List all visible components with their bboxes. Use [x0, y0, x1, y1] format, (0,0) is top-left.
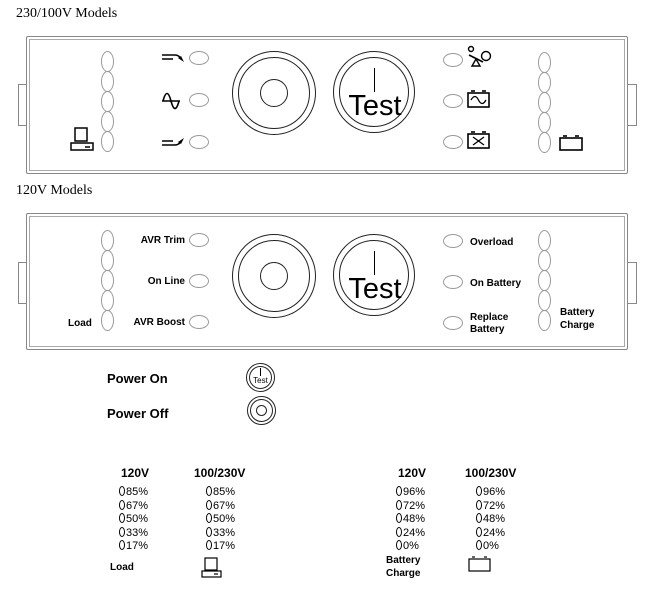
power-line-symbol	[374, 251, 375, 275]
replace-battery-led	[443, 316, 463, 330]
load-led	[101, 310, 114, 331]
led-symbol-icon	[206, 500, 212, 510]
section-title-230-100: 230/100V Models	[16, 6, 118, 21]
overload-icon	[467, 45, 493, 69]
replace-battery-icon	[467, 130, 491, 150]
battery-sine-led	[443, 94, 463, 108]
power-off-button[interactable]	[232, 234, 316, 318]
battery-led	[538, 112, 551, 133]
boost-led	[189, 135, 209, 149]
battery-footer-label-1: Battery	[386, 555, 421, 566]
avr-trim-led	[189, 233, 209, 247]
power-line-symbol	[374, 68, 375, 92]
test-small-label: Test	[253, 376, 268, 385]
avr-trim-label: AVR Trim	[140, 235, 185, 246]
sine-wave-online-icon	[161, 90, 181, 112]
list-item: 67%	[119, 500, 148, 514]
load-led	[101, 250, 114, 271]
computer-icon	[70, 127, 94, 153]
power-on-symbol	[246, 363, 275, 392]
battery-led	[538, 270, 551, 291]
replace-battery-label: Replace Battery	[470, 312, 509, 335]
overload-led	[443, 234, 463, 248]
computer-icon	[201, 557, 223, 579]
battery-list-120	[396, 486, 425, 554]
power-symbol-center	[256, 405, 267, 416]
list-item: 17%	[119, 540, 148, 554]
battery-icon	[559, 134, 585, 152]
led-symbol-icon	[119, 540, 125, 550]
battery-icon	[468, 555, 492, 573]
led-symbol-icon	[396, 486, 402, 496]
test-label: Test	[348, 273, 402, 305]
power-knob-center	[260, 79, 288, 107]
battery-charge-label-2: Charge	[560, 320, 595, 331]
battery-led	[538, 92, 551, 113]
list-item: 85%	[206, 486, 235, 500]
test-power-on-button[interactable]	[333, 234, 415, 316]
power-knob-center	[260, 262, 288, 290]
list-item: 33%	[119, 527, 148, 541]
battery-header-230: 100/230V	[465, 466, 517, 480]
battery-led	[538, 310, 551, 331]
list-item: 96%	[476, 486, 505, 500]
online-led	[189, 93, 209, 107]
list-item: 24%	[476, 527, 505, 541]
led-symbol-icon	[396, 500, 402, 510]
list-item: 72%	[396, 500, 425, 514]
front-panel-230-100	[26, 36, 628, 174]
on-battery-led	[443, 275, 463, 289]
section-title-120: 120V Models	[16, 183, 93, 198]
led-symbol-icon	[119, 527, 125, 537]
load-led	[101, 71, 114, 92]
on-battery-arrow-led	[189, 51, 209, 65]
led-symbol-icon	[396, 540, 402, 550]
test-label: Test	[348, 90, 402, 122]
led-symbol-icon	[476, 486, 482, 496]
load-led	[101, 270, 114, 291]
list-item: 33%	[206, 527, 235, 541]
list-item: 24%	[396, 527, 425, 541]
load-header-230: 100/230V	[194, 466, 246, 480]
led-symbol-icon	[206, 486, 212, 496]
led-symbol-icon	[476, 527, 482, 537]
battery-led	[538, 250, 551, 271]
avr-boost-led	[189, 315, 209, 329]
load-led	[101, 111, 114, 132]
test-power-on-button[interactable]	[333, 51, 415, 133]
overload-label: Overload	[470, 237, 514, 248]
led-symbol-icon	[396, 527, 402, 537]
online-led	[189, 274, 209, 288]
battery-list-230	[476, 486, 505, 554]
list-item: 50%	[119, 513, 148, 527]
led-symbol-icon	[119, 513, 125, 523]
led-symbol-icon	[476, 540, 482, 550]
battery-led	[538, 230, 551, 251]
led-symbol-icon	[476, 500, 482, 510]
online-label: On Line	[147, 276, 185, 287]
battery-header-120: 120V	[398, 466, 427, 480]
overload-led	[443, 53, 463, 67]
load-list-230	[206, 486, 235, 554]
power-line-symbol	[260, 368, 261, 376]
list-item: 67%	[206, 500, 235, 514]
power-on-label: Power On	[107, 371, 168, 386]
load-list-120	[119, 486, 148, 554]
list-item: 50%	[206, 513, 235, 527]
battery-led	[538, 290, 551, 311]
battery-led	[538, 52, 551, 73]
load-header-120: 120V	[121, 466, 150, 480]
load-led	[101, 51, 114, 72]
led-symbol-icon	[119, 500, 125, 510]
list-item: 85%	[119, 486, 148, 500]
load-led	[101, 91, 114, 112]
list-item: 48%	[396, 513, 425, 527]
avr-boost-label: AVR Boost	[133, 317, 185, 328]
load-led	[101, 230, 114, 251]
list-item: 17%	[206, 540, 235, 554]
led-symbol-icon	[206, 527, 212, 537]
list-item: 96%	[396, 486, 425, 500]
load-led	[101, 131, 114, 152]
battery-led	[538, 72, 551, 93]
load-led	[101, 290, 114, 311]
load-footer-label: Load	[110, 562, 134, 573]
replace-battery-led	[443, 135, 463, 149]
battery-charge-label-1: Battery	[560, 307, 595, 318]
load-label: Load	[68, 318, 92, 329]
led-symbol-icon	[119, 486, 125, 496]
list-item: 72%	[476, 500, 505, 514]
led-symbol-icon	[396, 513, 402, 523]
led-symbol-icon	[206, 513, 212, 523]
on-battery-label: On Battery	[470, 278, 522, 289]
power-off-label: Power Off	[107, 406, 169, 421]
power-off-symbol	[247, 396, 276, 425]
power-off-button[interactable]	[232, 51, 316, 135]
battery-sine-icon	[467, 89, 491, 109]
led-symbol-icon	[476, 513, 482, 523]
front-panel-120	[26, 213, 628, 350]
battery-footer-label-2: Charge	[386, 568, 421, 579]
list-item: 0%	[476, 540, 505, 554]
list-item: 0%	[396, 540, 425, 554]
boost-arrow-icon	[161, 136, 185, 148]
list-item: 48%	[476, 513, 505, 527]
led-symbol-icon	[206, 540, 212, 550]
on-battery-arrow-icon	[161, 52, 185, 64]
battery-led	[538, 132, 551, 153]
